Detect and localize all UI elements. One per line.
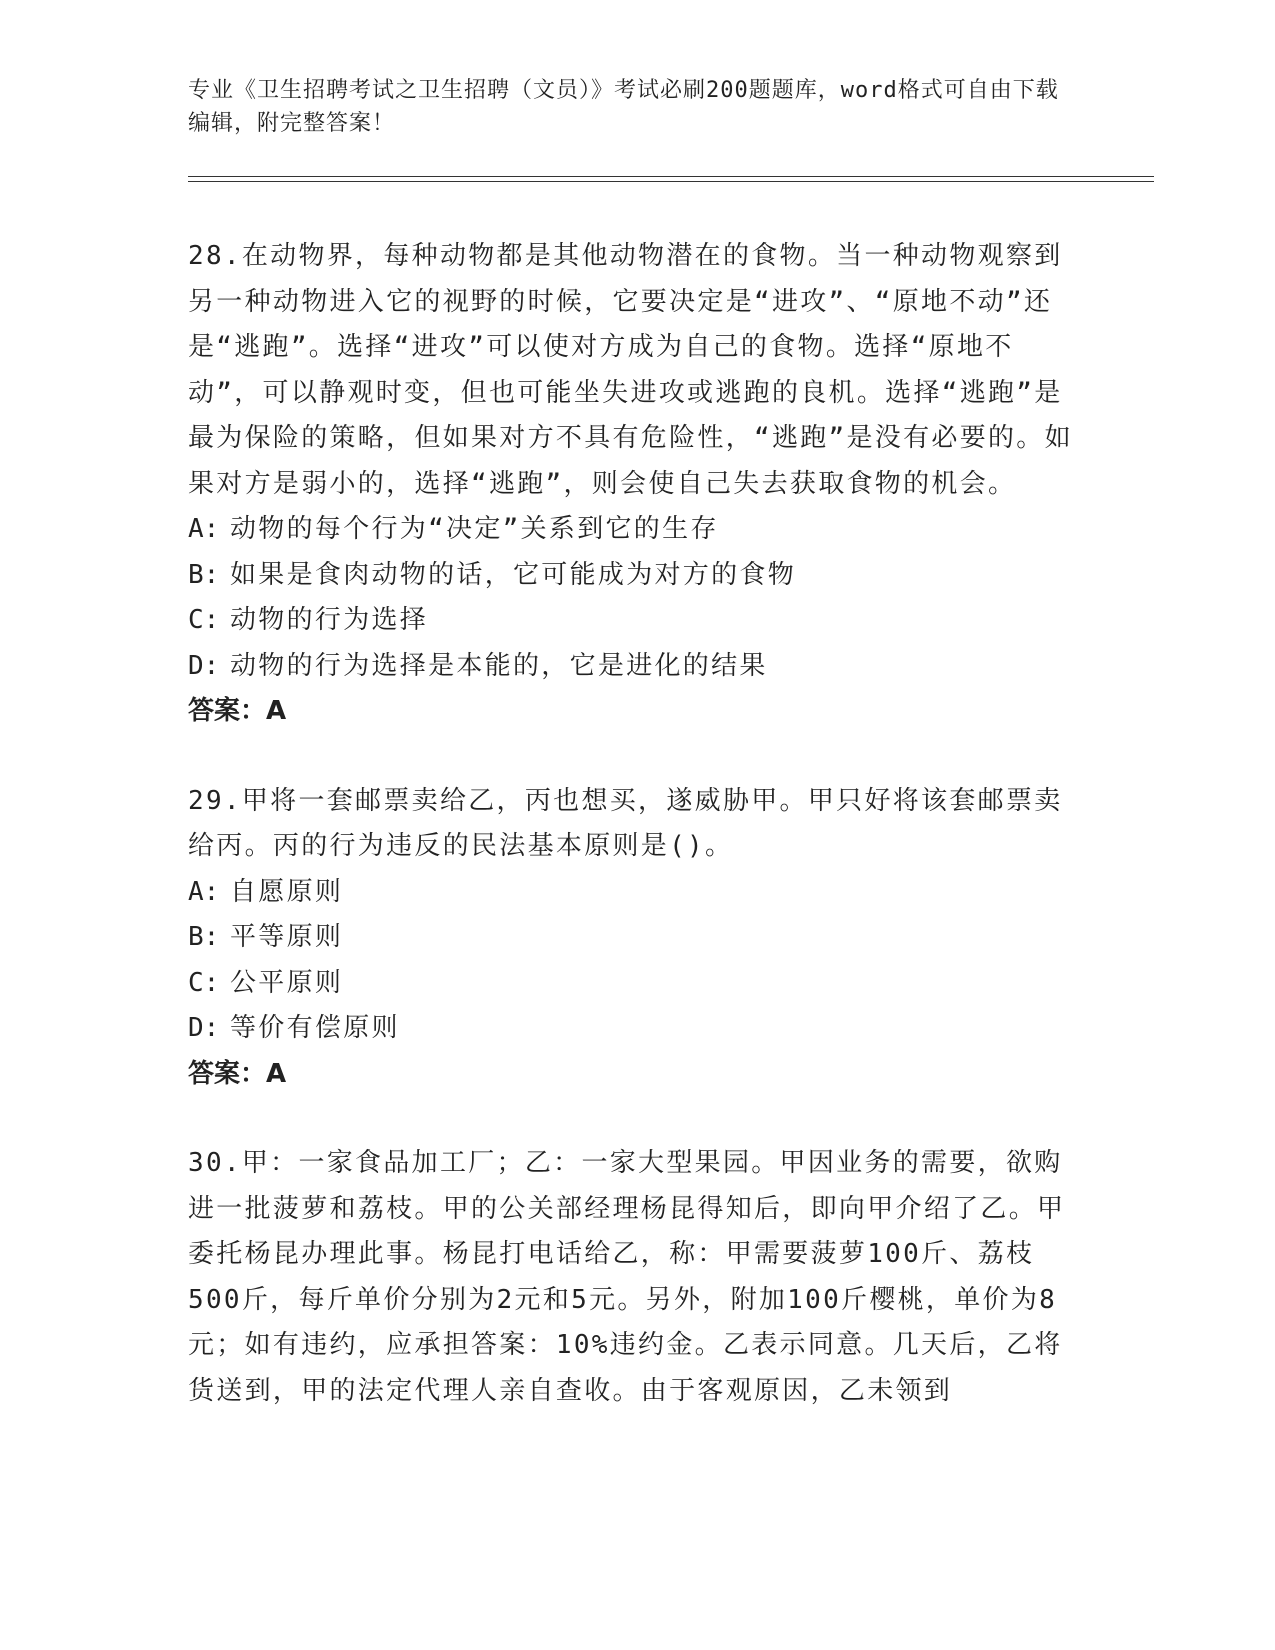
question-30 [188,1141,1088,1414]
option-text: 动物的行为选择是本能的，它是进化的结果 [230,650,768,681]
header-divider-bottom [188,181,1154,182]
question-stem: 29.甲将一套邮票卖给乙，丙也想买，遂威胁甲。甲只好将该套邮票卖给丙。丙的行为违反的民法基本原则是()。 [188,785,1063,861]
header-divider-top [188,176,1154,177]
option-letter: A: [188,876,220,907]
question-list [188,234,1088,1458]
option-letter: D: [188,650,220,681]
option-a [188,507,1088,553]
question-29 [188,779,1088,1098]
document-header: 专业《卫生招聘考试之卫生招聘（文员）》考试必刷200题题库，word格式可自由下载编辑，附完整答案！ [188,78,1059,136]
option-text: 动物的行为选择 [230,605,429,635]
option-a [188,870,1088,916]
option-letter: A: [188,514,220,544]
option-b [188,553,1088,599]
option-letter: B: [188,922,220,952]
option-text: 如果是食肉动物的话，它可能成为对方的食物 [230,559,797,590]
option-text: 公平原则 [230,967,344,998]
option-d [188,644,1088,690]
answer-label: 答案：A [188,696,287,726]
question-stem: 28.在动物界，每种动物都是其他动物潜在的食物。当一种动物观察到另一种动物进入它的视野的时候，它要决定是“进攻”、“原地不动”还是“逃跑”。选择“进攻”可以使对方成为自己的食物。选择“原地不动”，可以静观时变，但也可能坐失进攻或逃跑的良机。选择“逃跑”是最为保险的策略，但如果对方不具有危险性，“逃跑”是没有必要的。如果对方是弱小的，选择“逃跑”，则会使自己失去获取食物的机会。 [188,241,1073,499]
option-b [188,915,1088,961]
option-letter: D: [188,1013,220,1043]
option-letter: C: [188,605,220,635]
answer-label: 答案：A [188,1058,287,1089]
question-28 [188,234,1088,735]
option-letter: C: [188,967,220,998]
option-text: 动物的每个行为“决定”关系到它的生存 [230,514,719,544]
option-text: 自愿原则 [230,876,344,907]
option-letter: B: [188,559,220,590]
option-text: 平等原则 [230,922,344,952]
option-text: 等价有偿原则 [230,1013,400,1043]
option-d [188,1006,1088,1052]
question-stem: 30.甲：一家食品加工厂；乙：一家大型果园。甲因业务的需要，欲购进一批菠萝和荔枝。甲的公关部经理杨昆得知后，即向甲介绍了乙。甲委托杨昆办理此事。杨昆打电话给乙，称：甲需要菠萝100斤、荔枝500斤，每斤单价分别为2元和5元。另外，附加100斤樱桃，单价为8元；如有违约，应承担答案：10%违约金。乙表示同意。几天后，乙将货送到，甲的法定代理人亲自查收。由于客观原因，乙未领到 [188,1148,1066,1406]
option-c [188,598,1088,644]
option-c [188,961,1088,1007]
